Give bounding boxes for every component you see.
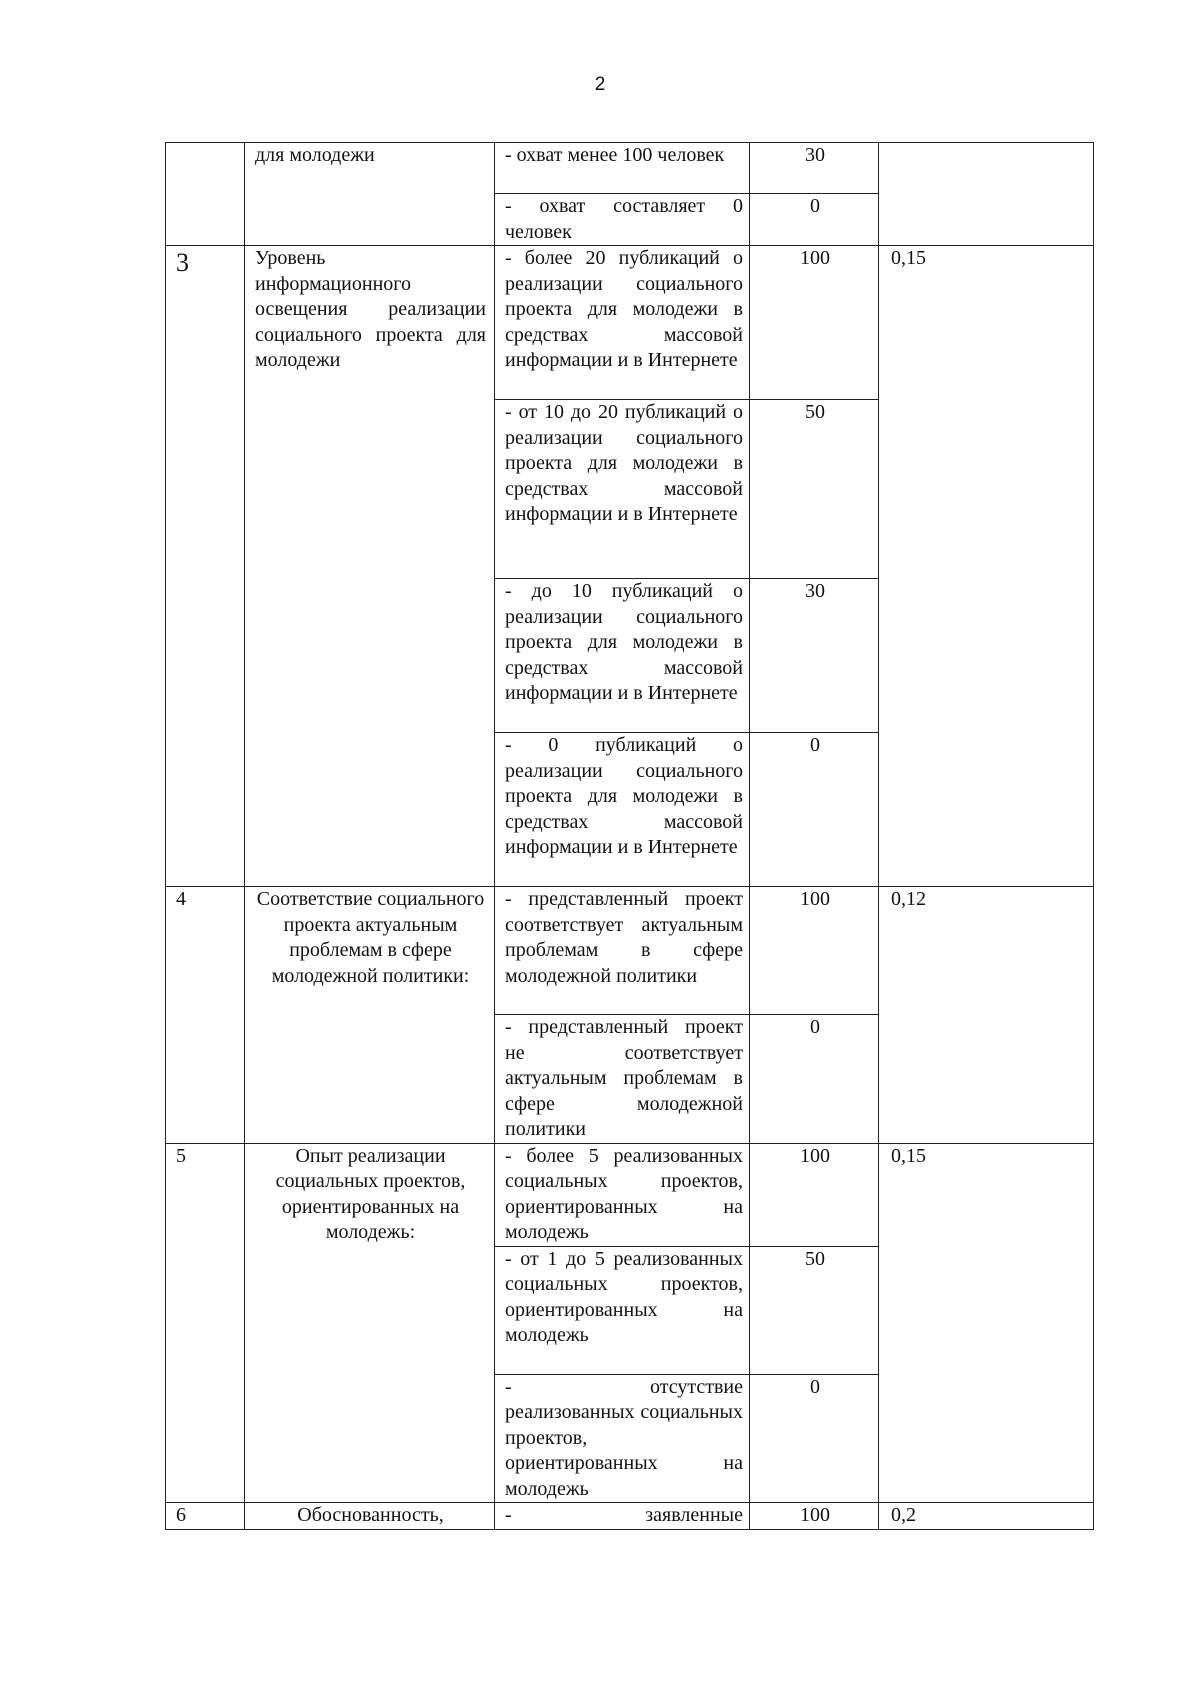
criterion-number-cell bbox=[166, 143, 245, 246]
table-row bbox=[166, 887, 1094, 1015]
score-cell: 30 bbox=[750, 579, 879, 733]
score-cell: 0 bbox=[750, 194, 879, 246]
weight-cell bbox=[879, 143, 1094, 246]
condition-cell: - от 1 до 5 реализованных социальных проектов, ориентированных на молодежь bbox=[495, 1246, 750, 1374]
table-row bbox=[166, 1143, 1094, 1246]
criteria-table bbox=[165, 142, 1094, 1530]
condition-cell: - более 5 реализованных социальных проектов, ориентированных на молодежь bbox=[495, 1143, 750, 1246]
condition-cell: - более 20 публикаций о реализации социального проекта для молодежи в средствах массовой информации и в Интернете bbox=[495, 246, 750, 400]
score-cell: 30 bbox=[750, 143, 879, 194]
weight-cell: 0,15 bbox=[879, 1143, 1094, 1503]
weight-cell: 0,2 bbox=[879, 1503, 1094, 1530]
condition-cell: - заявленные bbox=[495, 1503, 750, 1530]
criterion-name: для молодежи bbox=[245, 143, 495, 246]
criterion-number: 4 bbox=[166, 887, 245, 1144]
criterion-name: Соответствие социального проекта актуальным проблемам в сфере молодежной политики: bbox=[245, 887, 495, 1144]
criterion-number: 5 bbox=[166, 1143, 245, 1503]
condition-cell: - 0 публикаций о реализации социального проекта для молодежи в средствах массовой информации и в Интернете bbox=[495, 733, 750, 887]
criterion-number: 6 bbox=[166, 1503, 245, 1530]
condition-cell: - охват составляет 0 человек bbox=[495, 194, 750, 246]
table-row bbox=[166, 143, 1094, 194]
criterion-number: 3 bbox=[176, 248, 189, 277]
score-cell: 50 bbox=[750, 1246, 879, 1374]
weight-cell: 0,12 bbox=[879, 887, 1094, 1144]
score-cell: 0 bbox=[750, 1015, 879, 1144]
condition-cell: - отсутствие реализованных социальных проектов, ориентированных на молодежь bbox=[495, 1374, 750, 1503]
condition-cell: - представленный проект не соответствует актуальным проблемам в сфере молодежной политики bbox=[495, 1015, 750, 1144]
condition-cell: - представленный проект соответствует актуальным проблемам в сфере молодежной политики bbox=[495, 887, 750, 1015]
score-cell: 100 bbox=[750, 246, 879, 400]
weight-cell: 0,15 bbox=[879, 246, 1094, 887]
criterion-name: Уровень информационного освещения реализации социального проекта для молодежи bbox=[245, 246, 495, 887]
score-cell: 100 bbox=[750, 887, 879, 1015]
criterion-number-cell bbox=[166, 246, 245, 887]
score-cell: 0 bbox=[750, 733, 879, 887]
score-cell: 0 bbox=[750, 1374, 879, 1503]
table-row bbox=[166, 1503, 1094, 1530]
score-cell: 100 bbox=[750, 1143, 879, 1246]
page-number: 2 bbox=[594, 74, 606, 95]
condition-cell: - охват менее 100 человек bbox=[495, 143, 750, 194]
condition-cell: - от 10 до 20 публикаций о реализации социального проекта для молодежи в средствах массовой информации и в Интернете bbox=[495, 400, 750, 579]
score-cell: 100 bbox=[750, 1503, 879, 1530]
criterion-name: Обоснованность, bbox=[245, 1503, 495, 1530]
criterion-name: Опыт реализации социальных проектов, ориентированных на молодежь: bbox=[245, 1143, 495, 1503]
condition-cell: - до 10 публикаций о реализации социального проекта для молодежи в средствах массовой информации и в Интернете bbox=[495, 579, 750, 733]
table-row bbox=[166, 246, 1094, 400]
score-cell: 50 bbox=[750, 400, 879, 579]
